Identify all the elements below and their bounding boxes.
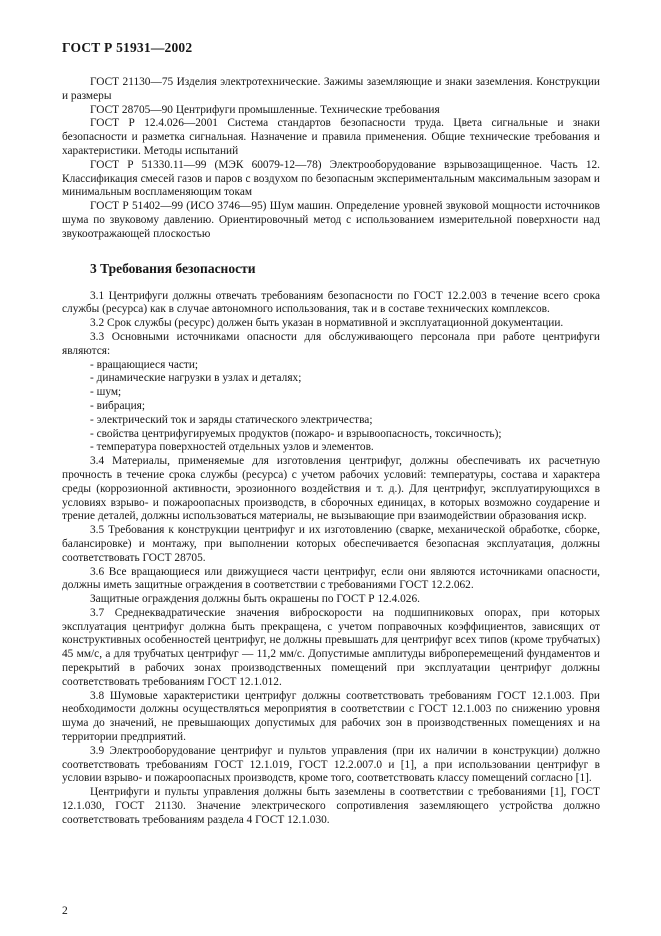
document-page xyxy=(62,40,600,920)
paragraph-3-4: 3.4 Материалы, применяемые для изготовления центрифуг, должны обеспечивать их расчетную прочность в течение срока службы (ресурса) с учетом рабочих условий: температуры, состава и характера среды (коррозионной активности, эрозионного воздействия и т. д.). Для центрифуг, эксплуатирующихся в условиях взрыво- и пожароопасных производств, в сборочных единицах, в которых возможно соударение и трение деталей, должны использоваться материалы, не вызывающие при взаимодействии образования искр. xyxy=(62,455,600,523)
reference-item: ГОСТ Р 51330.11—99 (МЭК 60079-12—78) Электрооборудование взрывозащищенное. Часть 12. Классификация смесей газов и паров с воздухом по безопасным экспериментальным максимальным зазорам и минимальным воспламеняющим токам xyxy=(62,158,600,199)
paragraph-3-5: 3.5 Требования к конструкции центрифуг и их изготовлению (сварке, механической обработке, сборке, балансировке) и монтажу, при выполнении которых обеспечивается безопасная эксплуатация, должны соответствовать ГОСТ 28705. xyxy=(62,524,600,564)
hazard-item: - свойства центрифугируемых продуктов (пожаро- и взрывоопасность, токсичность); xyxy=(90,427,502,440)
hazard-item: - вибрация; xyxy=(90,399,146,412)
paragraph-3-6: 3.6 Все вращающиеся или движущиеся части центрифуг, если они являются источниками опасности, должны иметь защитные ограждения в соответствии с требованиями ГОСТ 12.2.062. xyxy=(62,565,600,592)
hazard-item: - динамические нагрузки в узлах и деталях; xyxy=(90,372,302,385)
hazard-item: - шум; xyxy=(90,386,122,399)
paragraph-3-3: 3.3 Основными источниками опасности для обслуживающего персонала при работе центрифуги являются: xyxy=(62,330,600,357)
paragraph-3-6-guards: Защитные ограждения должны быть окрашены по ГОСТ Р 12.4.026. xyxy=(90,593,420,606)
paragraph-3-8: 3.8 Шумовые характеристики центрифуг должны соответствовать требованиям ГОСТ 12.1.003. При необходимости должны осуществляться мероприятия в соответствии с ГОСТ 12.1.003 по снижению уровня шума до значений, не превышающих допустимых для рабочих зон в производственных помещениях и на территории предприятий. xyxy=(62,689,600,744)
section-title: 3 Требования безопасности xyxy=(90,260,256,276)
page-number: 2 xyxy=(62,905,68,917)
reference-item: ГОСТ 21130—75 Изделия электротехнические. Зажимы заземляющие и знаки заземления. Конструкции и размеры xyxy=(62,76,600,102)
reference-item: ГОСТ Р 51402—99 (ИСО 3746—95) Шум машин. Определение уровней звуковой мощности источников шума по звуковому давлению. Ориентировочный метод с использованием измерительной поверхности над звукоотражающей плоскостью xyxy=(62,200,600,240)
paragraph-3-1: 3.1 Центрифуги должны отвечать требованиям безопасности по ГОСТ 12.2.003 в течение всего срока службы (ресурса) как в случае автономного использования, так и в составе технических комплексов. xyxy=(62,289,600,316)
reference-item: ГОСТ Р 12.4.026—2001 Система стандартов безопасности труда. Цвета сигнальные и знаки безопасности и разметка сигнальная. Назначение и правила применения. Общие технические требования и характеристики. Методы испытаний xyxy=(62,117,600,157)
hazard-item: - вращающиеся части; xyxy=(90,358,199,371)
references-list xyxy=(62,76,600,242)
paragraph-3-9: 3.9 Электрооборудование центрифуг и пультов управления (при их наличии в конструкции) должно соответствовать требованиям ГОСТ 12.1.019, ГОСТ 12.2.007.0 и [1], а при использовании центрифуг в условии взрыво- и пожароопасных производств, кроме того, соответствовать классу помещений согласно [1]. xyxy=(62,744,600,785)
paragraph-3-7: 3.7 Среднеквадратические значения виброскорости на подшипниковых опорах, при которых эксплуатация центрифуг должна быть прекращена, с учетом поправочных коэффициентов, зависящих от конструктивных особенностей центрифуг, не должны превышать для центрифуг всех типов (кроме трубчатых) 45 мм/с, а для трубчатых центрифуг — 11,2 мм/с. Допустимые амплитуды виброперемещений фундаментов и перекрытий в рабочих зонах производственных помещений при эксплуатации центрифуг должны соответствовать требованиям ГОСТ 12.1.012. xyxy=(62,606,600,688)
paragraph-3-2: 3.2 Срок службы (ресурс) должен быть указан в нормативной и эксплуатационной документации. xyxy=(90,317,564,330)
paragraph-3-9-grounding: Центрифуги и пульты управления должны быть заземлены в соответствии с требованиями [1], ГОСТ 12.1.030, ГОСТ 21130. Значение электрического сопротивления заземляющего устройства должно соответствовать требованиям раздела 4 ГОСТ 12.1.030. xyxy=(62,786,600,826)
hazard-item: - электрический ток и заряды статического электричества; xyxy=(90,413,373,426)
document-header: ГОСТ Р 51931—2002 xyxy=(62,40,193,55)
hazard-item: - температура поверхностей отдельных узлов и элементов. xyxy=(90,441,374,454)
reference-item: ГОСТ 28705—90 Центрифуги промышленные. Технические требования xyxy=(90,103,440,116)
section-body xyxy=(62,290,600,828)
